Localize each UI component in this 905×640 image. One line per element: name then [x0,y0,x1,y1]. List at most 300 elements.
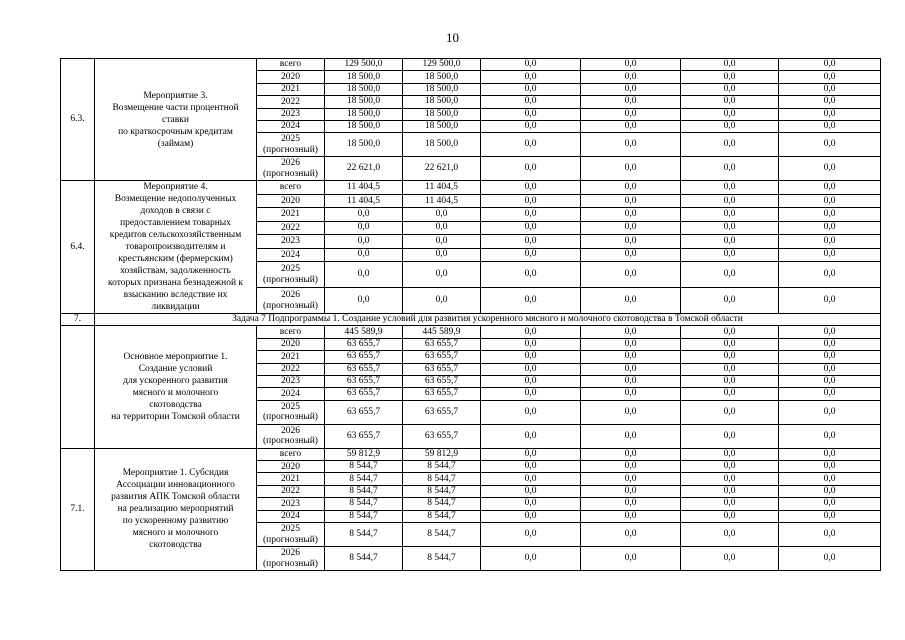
value-cell: 0,0 [779,83,881,95]
value-cell: 0,0 [325,208,403,221]
value-cell: 63 655,7 [403,388,481,400]
value-cell: 8 544,7 [403,547,481,571]
value-cell: 0,0 [325,235,403,248]
value-cell: 0,0 [481,157,581,181]
description-line: Возмещение недополученных [114,194,237,205]
value-cell: 8 544,7 [403,498,481,510]
description-line: Возмещение части процентной [112,102,239,113]
value-cell: 0,0 [581,400,681,424]
year-cell [257,424,325,448]
value-cell: 0,0 [581,363,681,375]
value-cell: 0,0 [581,388,681,400]
year-cell [257,194,325,207]
year-label: всего [279,182,302,193]
value-cell: 0,0 [481,424,581,448]
value-cell: 18 500,0 [403,71,481,83]
value-cell: 63 655,7 [403,363,481,375]
description-line: по краткосрочным кредитам [118,126,233,137]
value-cell: 0,0 [779,133,881,157]
year-label: 2022 [281,363,300,374]
value-cell: 63 655,7 [325,338,403,350]
value-cell: 59 812,9 [403,448,481,460]
value-cell: 0,0 [581,248,681,261]
value-cell: 0,0 [779,473,881,485]
year-label: 2020 [281,195,300,206]
value-cell: 0,0 [681,473,779,485]
description-line: скотоводства [149,540,202,551]
year-label: 2023 [281,498,300,509]
section-code: 6.3. [61,59,95,181]
year-label: 2020 [281,71,300,82]
description-line: по ускоренному развитию [122,516,229,527]
value-cell: 18 500,0 [325,96,403,108]
value-cell: 11 404,5 [325,181,403,194]
description-line: которых признана безнадежной к [107,278,244,289]
value-cell: 18 500,0 [403,83,481,95]
value-cell: 0,0 [581,194,681,207]
value-cell: 8 544,7 [325,547,403,571]
year-cell [257,498,325,510]
value-cell: 0,0 [403,248,481,261]
year-label: 2025 [281,401,300,412]
value-cell: 0,0 [681,288,779,314]
year-cell [257,208,325,221]
value-cell: 11 404,5 [325,194,403,207]
description-line: Основное мероприятие 1. [123,352,228,363]
year-label: 2023 [281,236,300,247]
year-cell [257,547,325,571]
description-line: мясного и молочного [132,388,219,399]
year-label: 2026 [281,158,300,169]
description-line: (займам) [157,138,194,149]
year-cell [257,235,325,248]
year-label: 2026 [281,425,300,436]
value-cell: 0,0 [681,338,779,350]
value-cell: 0,0 [581,288,681,314]
value-cell: 129 500,0 [325,59,403,71]
value-cell: 0,0 [581,181,681,194]
value-cell: 0,0 [681,120,779,132]
value-cell: 8 544,7 [403,523,481,547]
value-cell: 0,0 [481,388,581,400]
value-cell: 0,0 [779,71,881,83]
value-cell: 0,0 [481,473,581,485]
value-cell: 63 655,7 [325,400,403,424]
value-cell: 129 500,0 [403,59,481,71]
value-cell: 0,0 [681,133,779,157]
year-cell [257,108,325,120]
value-cell: 0,0 [581,120,681,132]
year-cell [257,461,325,473]
value-cell: 0,0 [481,133,581,157]
year-cell [257,157,325,181]
value-cell: 0,0 [481,498,581,510]
value-cell: 0,0 [779,194,881,207]
value-cell: 0,0 [681,71,779,83]
value-cell: 0,0 [581,221,681,234]
value-cell: 8 544,7 [325,461,403,473]
value-cell: 0,0 [581,59,681,71]
value-cell: 0,0 [481,181,581,194]
value-cell: 0,0 [581,96,681,108]
value-cell: 0,0 [481,400,581,424]
value-cell: 0,0 [481,194,581,207]
year-cell [257,485,325,497]
value-cell: 0,0 [681,194,779,207]
value-cell: 0,0 [403,221,481,234]
year-label: всего [279,449,302,460]
value-cell: 0,0 [779,96,881,108]
year-cell [257,510,325,522]
value-cell: 0,0 [403,262,481,288]
value-cell: 8 544,7 [403,473,481,485]
section-description [95,59,257,181]
year-label: 2023 [281,376,300,387]
value-cell: 0,0 [779,120,881,132]
value-cell: 0,0 [681,221,779,234]
year-cell [257,375,325,387]
value-cell: 0,0 [581,510,681,522]
value-cell: 63 655,7 [325,388,403,400]
section-code: 6.4. [61,181,95,314]
value-cell: 18 500,0 [403,96,481,108]
value-cell: 18 500,0 [325,120,403,132]
year-label: 2024 [281,121,300,132]
description-line: для ускоренного развития [123,376,228,387]
description-line: Мероприятие 4. [143,182,208,193]
year-label: всего [279,59,302,70]
value-cell: 0,0 [779,547,881,571]
description-line: ликвидации [151,302,200,313]
value-cell: 0,0 [681,351,779,363]
description-line: доходов в связи с [140,206,211,217]
value-cell: 8 544,7 [403,510,481,522]
task-number: 7. [61,314,95,326]
year-label: всего [279,326,302,337]
value-cell: 0,0 [481,338,581,350]
year-label: 2025 [281,524,300,535]
description-line: скотоводства [149,400,202,411]
year-label: 2026 [281,548,300,559]
value-cell: 0,0 [581,448,681,460]
section-code [61,326,95,448]
value-cell: 0,0 [481,248,581,261]
description-line: крестьянским (фермерским) [118,254,233,265]
value-cell: 0,0 [481,485,581,497]
value-cell: 0,0 [481,351,581,363]
value-cell: 0,0 [481,108,581,120]
year-label: 2024 [281,511,300,522]
value-cell: 8 544,7 [325,473,403,485]
description-line: мясного и молочного [132,528,219,539]
value-cell: 63 655,7 [325,424,403,448]
value-cell: 63 655,7 [325,363,403,375]
value-cell: 0,0 [325,288,403,314]
value-cell: 0,0 [581,71,681,83]
value-cell: 63 655,7 [403,400,481,424]
year-cell [257,448,325,460]
year-label: 2021 [281,351,300,362]
value-cell: 0,0 [681,59,779,71]
year-cell [257,363,325,375]
year-label: 2025 [281,264,300,275]
year-cell [257,523,325,547]
value-cell: 0,0 [581,473,681,485]
value-cell: 0,0 [681,248,779,261]
value-cell: 0,0 [325,221,403,234]
year-label: 2022 [281,222,300,233]
value-cell: 0,0 [681,83,779,95]
year-cell [257,120,325,132]
value-cell: 0,0 [681,375,779,387]
value-cell: 0,0 [581,326,681,338]
value-cell: 0,0 [681,108,779,120]
value-cell: 63 655,7 [403,375,481,387]
year-cell [257,351,325,363]
value-cell: 0,0 [325,262,403,288]
value-cell: 11 404,5 [403,194,481,207]
value-cell: 0,0 [581,262,681,288]
value-cell: 0,0 [681,235,779,248]
value-cell: 0,0 [681,547,779,571]
description-line: предоставлением товарных [120,218,231,229]
value-cell: 0,0 [481,59,581,71]
year-label: 2021 [281,84,300,95]
value-cell: 0,0 [681,510,779,522]
year-label: 2022 [281,486,300,497]
value-cell: 0,0 [779,523,881,547]
section-description [95,448,257,570]
value-cell: 0,0 [779,461,881,473]
value-cell: 0,0 [779,375,881,387]
value-cell: 0,0 [481,547,581,571]
description-line: развития АПК Томской области [111,492,240,503]
description-line: Ассоциации инновационного [116,480,235,491]
value-cell: 18 500,0 [325,71,403,83]
value-cell: 0,0 [581,83,681,95]
value-cell: 0,0 [779,59,881,71]
table-row [61,448,881,460]
value-cell: 0,0 [779,181,881,194]
year-cell [257,473,325,485]
value-cell: 0,0 [581,157,681,181]
task-row [61,314,881,326]
value-cell: 0,0 [779,363,881,375]
year-label: (прогнозный) [263,300,318,311]
task-title: Задача 7 Подпрограммы 1. Создание условий для развития ускоренного мясного и молочного скотоводства в Томской области [95,314,881,326]
year-label: (прогнозный) [263,144,318,155]
year-cell [257,133,325,157]
year-label: 2022 [281,96,300,107]
year-label: (прогнозный) [263,436,318,447]
value-cell: 0,0 [481,363,581,375]
value-cell: 0,0 [779,157,881,181]
value-cell: 0,0 [779,338,881,350]
year-label: 2025 [281,134,300,145]
value-cell: 0,0 [481,461,581,473]
value-cell: 0,0 [481,83,581,95]
table-row [61,181,881,194]
value-cell: 11 404,5 [403,181,481,194]
year-cell [257,248,325,261]
description-line: Мероприятие 1. Субсидия [122,468,229,479]
year-label: 2024 [281,388,300,399]
value-cell: 0,0 [779,424,881,448]
description-line: хозяйствам, задолженность [120,266,231,277]
value-cell: 63 655,7 [325,351,403,363]
value-cell: 8 544,7 [403,485,481,497]
value-cell: 0,0 [581,133,681,157]
year-label: (прогнозный) [263,168,318,179]
value-cell: 0,0 [779,448,881,460]
year-cell [257,262,325,288]
value-cell: 8 544,7 [325,510,403,522]
value-cell: 0,0 [481,326,581,338]
value-cell: 0,0 [481,208,581,221]
value-cell: 0,0 [779,108,881,120]
value-cell: 0,0 [581,351,681,363]
value-cell: 0,0 [779,498,881,510]
year-label: 2020 [281,339,300,350]
year-label: 2021 [281,209,300,220]
year-cell [257,96,325,108]
value-cell: 0,0 [581,108,681,120]
value-cell: 59 812,9 [325,448,403,460]
value-cell: 8 544,7 [325,523,403,547]
description-line: Мероприятие 3. [143,90,208,101]
page-number: 10 [446,30,459,45]
value-cell: 0,0 [681,400,779,424]
value-cell: 8 544,7 [403,461,481,473]
value-cell: 0,0 [481,523,581,547]
value-cell: 0,0 [779,351,881,363]
year-cell [257,400,325,424]
value-cell: 0,0 [681,388,779,400]
value-cell: 0,0 [325,248,403,261]
year-label: 2021 [281,473,300,484]
year-label: 2023 [281,109,300,119]
value-cell: 0,0 [481,120,581,132]
value-cell: 0,0 [581,424,681,448]
value-cell: 0,0 [681,498,779,510]
value-cell: 0,0 [779,262,881,288]
value-cell: 0,0 [681,96,779,108]
value-cell: 0,0 [581,208,681,221]
value-cell: 0,0 [481,288,581,314]
year-label: 2026 [281,290,300,301]
value-cell: 0,0 [681,424,779,448]
value-cell: 0,0 [779,400,881,424]
value-cell: 0,0 [481,71,581,83]
value-cell: 0,0 [403,235,481,248]
value-cell: 0,0 [481,96,581,108]
table-body [61,59,881,571]
year-cell [257,288,325,314]
value-cell: 0,0 [779,235,881,248]
year-cell [257,59,325,71]
value-cell: 0,0 [481,510,581,522]
value-cell: 0,0 [681,461,779,473]
value-cell: 0,0 [481,448,581,460]
value-cell: 0,0 [779,485,881,497]
value-cell: 0,0 [681,262,779,288]
value-cell: 63 655,7 [403,424,481,448]
year-label: (прогнозный) [263,558,318,569]
value-cell: 18 500,0 [325,108,403,120]
year-label: (прогнозный) [263,534,318,545]
value-cell: 18 500,0 [325,83,403,95]
value-cell: 0,0 [481,262,581,288]
value-cell: 0,0 [779,221,881,234]
value-cell: 63 655,7 [325,375,403,387]
year-label: 2020 [281,461,300,472]
value-cell: 0,0 [779,326,881,338]
value-cell: 0,0 [403,288,481,314]
value-cell: 0,0 [681,157,779,181]
value-cell: 0,0 [581,338,681,350]
value-cell: 8 544,7 [325,485,403,497]
section-description [95,326,257,448]
value-cell: 445 589,9 [403,326,481,338]
description-line: на территории Томской области [111,412,240,423]
value-cell: 0,0 [681,181,779,194]
budget-table [60,58,881,571]
value-cell: 0,0 [681,363,779,375]
value-cell: 22 621,0 [403,157,481,181]
value-cell: 0,0 [581,375,681,387]
value-cell: 0,0 [481,235,581,248]
value-cell: 0,0 [481,375,581,387]
table-row [61,59,881,71]
year-cell [257,71,325,83]
value-cell: 18 500,0 [325,133,403,157]
value-cell: 0,0 [779,248,881,261]
year-cell [257,326,325,338]
description-line: взысканию вследствие их [123,290,228,301]
value-cell: 0,0 [681,208,779,221]
value-cell: 0,0 [779,388,881,400]
value-cell: 0,0 [779,288,881,314]
value-cell: 18 500,0 [403,108,481,120]
year-cell [257,221,325,234]
value-cell: 63 655,7 [403,338,481,350]
year-cell [257,338,325,350]
value-cell: 0,0 [681,326,779,338]
value-cell: 0,0 [581,461,681,473]
value-cell: 0,0 [581,523,681,547]
value-cell: 0,0 [581,498,681,510]
description-line: товаропроизводителям и [125,242,226,253]
value-cell: 0,0 [581,485,681,497]
section-description [95,181,257,314]
description-line: Создание условий [138,364,213,375]
value-cell: 0,0 [681,485,779,497]
description-line: кредитов сельскохозяйственным [109,230,242,241]
value-cell: 8 544,7 [325,498,403,510]
year-cell [257,83,325,95]
value-cell: 0,0 [681,523,779,547]
value-cell: 22 621,0 [325,157,403,181]
description-line: ставки [162,114,189,125]
year-cell [257,181,325,194]
value-cell: 18 500,0 [403,133,481,157]
value-cell: 0,0 [581,235,681,248]
table-row [61,326,881,338]
description-line: на реализацию мероприятий [117,504,234,515]
value-cell: 0,0 [481,221,581,234]
value-cell: 18 500,0 [403,120,481,132]
value-cell: 63 655,7 [403,351,481,363]
